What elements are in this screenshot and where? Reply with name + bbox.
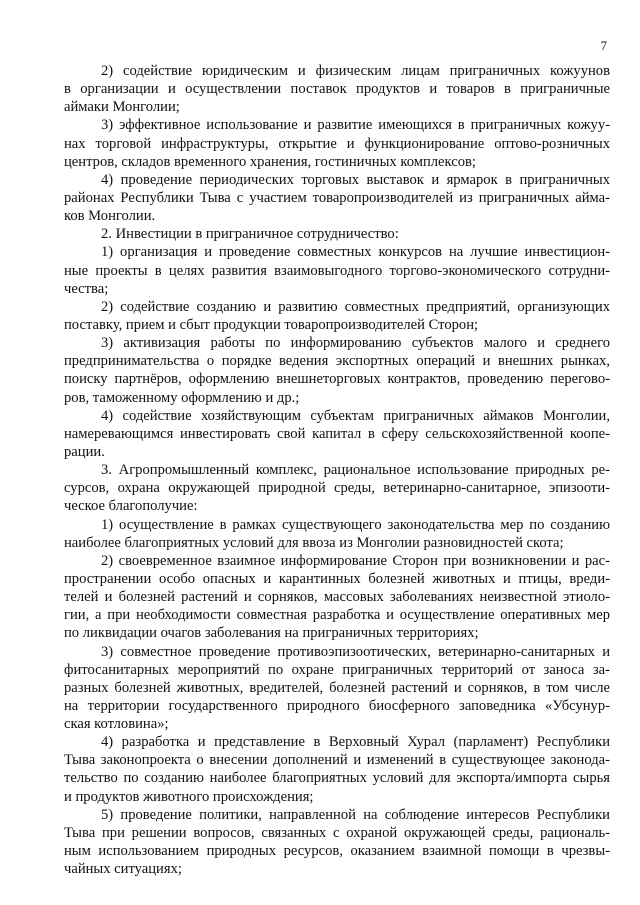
paragraph-line: фитосанитарных мероприятий по охране приграничных территорий от заноса за- bbox=[64, 661, 610, 678]
paragraph-line: районах Республики Тыва с участием товаропроизводителей из приграничных айма- bbox=[64, 189, 610, 206]
section-heading: сурсов, охрана окружающей природной среды, ветеринарно-санитарное, эпизооти- bbox=[64, 480, 610, 497]
paragraph-line: 4) проведение периодических торговых выставок и ярмарок в приграничных bbox=[101, 171, 610, 188]
paragraph-line: ным использованием природных ресурсов, оказанием взаимной помощи в чрезвы- bbox=[64, 843, 610, 860]
paragraph-line: центров, складов временного хранения, гостиничных комплексов; bbox=[64, 153, 476, 170]
paragraph-line: телей и болезней растений и сорняков, массовых заболеваниях неизвестной этиоло- bbox=[64, 589, 610, 606]
paragraph-line: пространении особо опасных и карантинных болезней животных и птицы, вреди- bbox=[64, 570, 610, 587]
paragraph-line: ров, таможенному оформлению и др.; bbox=[64, 389, 300, 406]
paragraph-line: нах торговой инфраструктуры, открытие и функционирование оптово-розничных bbox=[64, 135, 610, 152]
section-heading: 2. Инвестиции в приграничное сотрудничество: bbox=[101, 226, 399, 243]
paragraph-line: разных болезней животных, вредителей, болезней растений и сорняков, в том числе bbox=[64, 679, 610, 696]
paragraph-line: 2) содействие юридическим и физическим лицам приграничных кожуунов bbox=[101, 63, 610, 79]
paragraph-line: поставку, прием и сбыт продукции товаропроизводителей Сторон; bbox=[64, 316, 479, 333]
paragraph-line: на территории государственного природного биосферного заповедника «Убсунур- bbox=[64, 697, 610, 714]
paragraph-line: поиску партнёров, оформлению внешнеторговых контрактов, проведению перегово- bbox=[64, 371, 610, 388]
paragraph-line: тельство по созданию наиболее благоприятных условий для экспорта/импорта сырья bbox=[64, 770, 610, 787]
section-heading: 3. Агропромышленный комплекс, рациональное использование природных ре- bbox=[101, 462, 610, 479]
paragraph-line: чайных ситуациях; bbox=[64, 861, 182, 878]
paragraph-line: Тыва законопроекта о внесении дополнений и изменений в существующее законода- bbox=[64, 752, 610, 769]
paragraph-line: рации. bbox=[64, 443, 105, 460]
paragraph-line: 3) совместное проведение противоэпизоотических, ветеринарно-санитарных и bbox=[101, 643, 610, 660]
paragraph-line: 3) активизация работы по информированию субъектов малого и среднего bbox=[101, 335, 610, 352]
paragraph-line: аймаки Монголии; bbox=[64, 99, 180, 116]
paragraph-line: 4) разработка и представление в Верховный Хурал (парламент) Республики bbox=[101, 734, 610, 751]
paragraph-line: 5) проведение политики, направленной на соблюдение интересов Республики bbox=[101, 806, 610, 823]
paragraph-line: 4) содействие хозяйствующим субъектам приграничных аймаков Монголии, bbox=[101, 407, 610, 424]
page-number: 7 bbox=[600, 38, 607, 53]
paragraph-line: 3) эффективное использование и развитие имеющихся в приграничных кожуу- bbox=[101, 117, 610, 134]
paragraph-line: ные проекты в целях развития взаимовыгодного торгово-экономического сотрудни- bbox=[64, 262, 610, 279]
paragraph-line: гии, а при необходимости совместная разработка и осуществление оперативных мер bbox=[64, 607, 610, 624]
paragraph-line: предпринимательства о порядке ведения экспортных операций и внешних рынках, bbox=[64, 353, 610, 370]
paragraph-line: ская котловина»; bbox=[64, 716, 169, 733]
paragraph-line: 1) организация и проведение совместных конкурсов на лучшие инвестицион- bbox=[101, 244, 610, 261]
paragraph-line: и продуктов животного происхождения; bbox=[64, 788, 314, 805]
paragraph-line: намеревающимся инвестировать свой капитал в сферу сельскохозяйственной коопе- bbox=[64, 425, 610, 442]
paragraph-line: ков Монголии. bbox=[64, 208, 156, 225]
paragraph-line: чества; bbox=[64, 280, 109, 297]
paragraph-line: по ликвидации очагов заболевания на приграничных территориях; bbox=[64, 625, 479, 642]
document-text bbox=[64, 62, 610, 878]
section-heading: ческое благополучие: bbox=[64, 498, 198, 515]
paragraph-line: 2) содействие созданию и развитию совместных предприятий, организующих bbox=[101, 298, 610, 315]
paragraph-line: 2) своевременное взаимное информирование Сторон при возникновении и рас- bbox=[101, 552, 610, 569]
paragraph-line: наиболее благоприятных условий для ввоза из Монголии разновидностей скота; bbox=[64, 534, 564, 551]
paragraph-line: 1) осуществление в рамках существующего законодательства мер по созданию bbox=[101, 516, 610, 533]
paragraph-line: Тыва при решении вопросов, связанных с охраной окружающей среды, рациональ- bbox=[64, 824, 610, 841]
paragraph-line: в организации и осуществлении поставок продуктов и товаров в приграничные bbox=[64, 81, 610, 98]
